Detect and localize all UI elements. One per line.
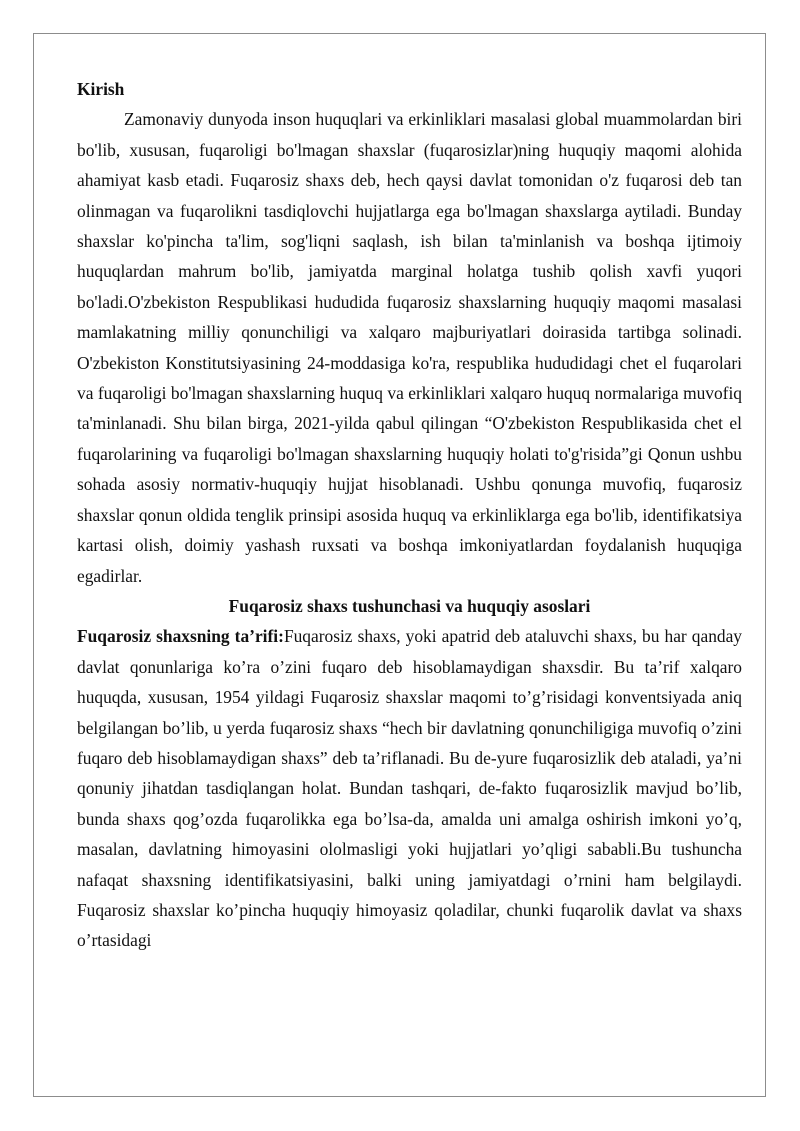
definition-text: Fuqarosiz shaxs, yoki apatrid deb ataluvchi shaxs, bu har qanday davlat qonunlariga ko’ra o’zini fuqaro deb hisoblamaydigan shaxsdir. Bu ta’rif xalqaro huquqda, xususan, 1954 yildagi Fuqarosiz shaxslar maqomi to’g’risidagi konventsiyada aniq belgilangan bo’lib, u yerda fuqarosiz shaxs “hech bir davlatning qonunchiligiga muvofiq o’zini fuqaro deb hisoblamaydigan shaxs” deb ta’riflanadi. Bu de-yure fuqarosizlik deb ataladi, ya’ni qonuniy jihatdan tasdiqlangan holat. Bundan tashqari, de-fakto fuqarosizlik mavjud bo’lib, bunda shaxs qog’ozda fuqarolikka ega bo’lsa-da, amalda uni amalga oshirish imkoni yo’q, masalan, davlatning himoyasini ololmasligi yoki hujjatlari yo’qligi sababli.Bu tushuncha nafaqat shaxsning identifikatsiyasini, balki uning jamiyatdagi o’rnini ham belgilaydi. Fuqarosiz shaxslar ko’pincha huquqiy himoyasiz qoladilar, chunki fuqarolik davlat va shaxs o’rtasidagi: [77, 626, 742, 951]
definition-paragraph: [77, 621, 742, 955]
heading-kirish: Kirish: [77, 79, 125, 99]
section-title: Fuqarosiz shaxs tushunchasi va huquqiy asoslari: [228, 595, 591, 616]
document-body: [77, 74, 742, 956]
definition-term: Fuqarosiz shaxsning ta’rifi:: [77, 626, 284, 647]
intro-paragraph: Zamonaviy dunyoda inson huquqlari va erkinliklari masalasi global muammolardan biri bo'lib, xususan, fuqaroligi bo'lmagan shaxslar (fuqarosizlar)ning huquqiy maqomi alohida ahamiyat kasb etadi. Fuqarosiz shaxs deb, hech qaysi davlat tomonidan o'z fuqarosi deb tan olinmagan va fuqarolikni tasdiqlovchi hujjatlarga ega bo'lmagan shaxslarga aytiladi. Bunday shaxslar ko'pincha ta'lim, sog'liqni saqlash, ish bilan ta'minlanish va boshqa ijtimoiy huquqlardan mahrum bo'lib, jamiyatda marginal holatga tushib qolish xavfi yuqori bo'ladi.O'zbekiston Respublikasi hududida fuqarosiz shaxslarning huquqiy maqomi masalasi mamlakatning milliy qonunchiligi va xalqaro majburiyatlari doirasida tartibga solinadi. O'zbekiston Konstitutsiyasining 24-moddasiga ko'ra, respublika hududidagi chet el fuqarolari va fuqaroligi bo'lmagan shaxslarning huquq va erkinliklari xalqaro huquq normalariga muvofiq ta'minlanadi. Shu bilan birga, 2021-yilda qabul qilingan “O'zbekiston Respublikasida chet el fuqarolarining va fuqaroligi bo'lmagan shaxslarning huquqiy holati to'g'risida”gi Qonun ushbu sohada asosiy normativ-huquqiy hujjat hisoblanadi. Ushbu qonunga muvofiq, fuqarosiz shaxslar qonun oldida tenglik prinsipi asosida huquq va erkinliklarga ega bo'lib, identifikatsiya kartasi olish, doimiy yashash ruxsati va boshqa imkoniyatlardan foydalanish huquqiga egadirlar.: [77, 109, 742, 586]
